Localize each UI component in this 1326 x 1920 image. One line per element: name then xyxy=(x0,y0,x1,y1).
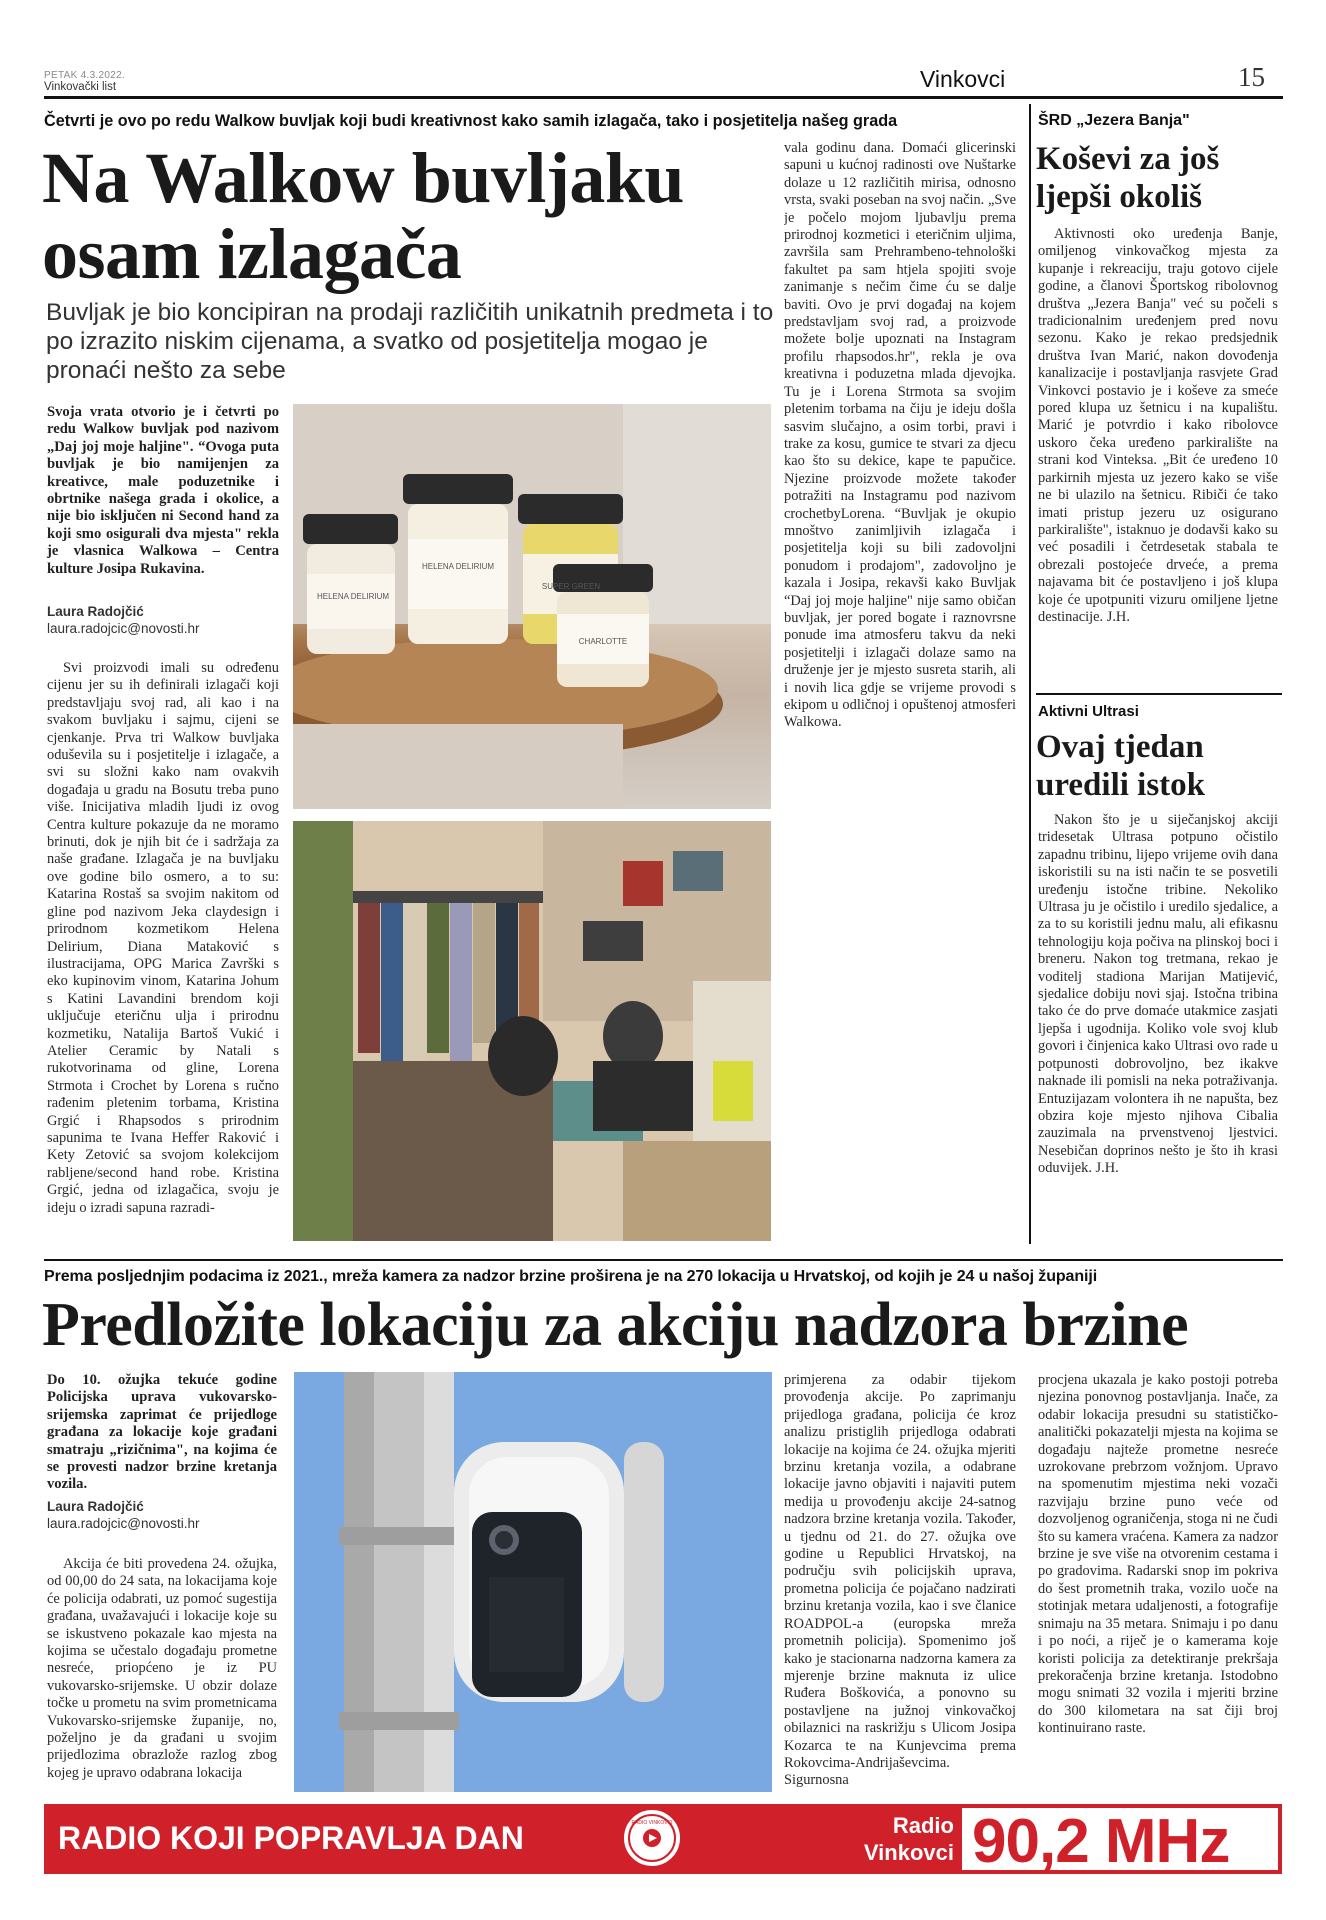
sidebar2-kicker: Aktivni Ultrasi xyxy=(1038,703,1139,720)
jar-label-3: SUPER GREEN xyxy=(541,582,601,591)
article2-body-mid: primjerena za odabir tijekom provođenja akcije. Po zaprimanju prijedloga građana, policija će kroz analizu pristiglih prijedloga odabrati lokacije na kojima će 24. ožujka mjeriti brzinu kretanja vozila, a odabrane lokacije javno objaviti i najaviti putem medija u provođenju akcije 24-satnog nadzora brzine kretanja vozila. Također, u tjednu od 21. do 27. ožujka ove godine u Republici Hrvatskoj, na području svih policijskih uprava, prometna policija će pojačano nadzirati brzinu kretanja vozila, kao i sve članice ROADPOL-a (europska mreža prometnih policija). Spomenimo još kako je stacionarna nadzorna kamera za mjerenje brzine maknuta iz ulice Ruđera Boškovića, a ponovno su postavljene na južnoj vinkovačkoj obilaznici na raskrižju s Ulicom Josipa Kozarca te na Kunjevcima prema Rokovcima-Andrijaševcima. Sigurnosna xyxy=(784,1372,1016,1789)
jar-label-1: HELENA DELIRIUM xyxy=(316,592,390,601)
radio-logo-icon xyxy=(624,1810,680,1866)
jars-illustration xyxy=(293,404,771,809)
article2-body-right: procjena ukazala je kako postoji potreba njezina ponovnog postavljanja. Inače, za odabir lokacija presudni su statističko-analitički pokazatelji mjesta na kojima se događaju najteže prometne nesreće uzrokovane prebrzom vožnjom. Upravo na spomenutim mjestima neki vozači razvijaju brzine puno veće od dozvoljenog ograničenja, stoga ni ne čudi što su kamera vraćena. Kamera za nadzor brzine je sve više na otvorenim cestama i po gradovima. Radarski snop im pokriva do šest prometnih traka, vozilo uoče na stotinjak metara udaljenosti, a fotografije snimaju na 35 metara. Snimaju i po danu i po noći, a riječ je o kamerama koje koristi policija za detektiranje prekršaja prekoračenja brzine kretanja. Istodobno mogu snimati 32 vozila i mjeriti brzine do 300 kilometara na sat čiji broj kontinuirano raste. xyxy=(1038,1372,1278,1737)
sidebar1-body-text: Aktivnosti oko uređenja Banje, omiljenog vinkovačkog mjesta za kupanje i rekreaciju, traju gotovo cijele godine, a članovi Športskog ribolovnog društva „Jezera Banja" već su počeli s tradicionalnim uređenjem pred novu sezonu. Kako je rekao predsjednik društva Ivan Marić, nakon dovođenja kanalizacije i postavljanja rasvjete Grad Vinkovci postavio je i koševe za smeće pored klupa uz šetnicu i na kupalištu. Marić je potvrdio i kako ribolovce uskoro čeka uređeno parkiralište na strani kod Vinteksa. „Bit će uređeno 10 parkirnih mjesta uz jezero kako se više ne bi ulazilo na šetnicu. Ribiči će tako imati pristup jezeru uz osigurano parkiralište", istaknuo je dodavši kako su već posadili i četrdesetak stabala te obrezali postojeće drveće, a prema najavama bit će postavljeno i još klupa koje će upotpuniti vizuru omiljene ljetne destinacije. J.H. xyxy=(1038,226,1278,625)
article2-body-left-text: Akcija će biti provedena 24. ožujka, od 00,00 do 24 sata, na lokacijama koje će policija odabrati, uz pomoć sugestija građana, uvažavajući i lokacije koje su se iskustveno pokazale kao mjesta na kojima se učestalo događaju prometne nesreće, priopćeno je iz PU vukovarsko-srijemske. U obzir dolaze točke u prometu na svim prometnicama Vukovarsko-srijemske županije, no, poželjno je da građani u svojim prijedlozima obrazlože razlog zbog kojeg je upravo odabrana lokacija xyxy=(47,1556,277,1781)
header-section: Vinkovci xyxy=(920,66,1006,92)
camera-housing xyxy=(454,1442,664,1702)
article1-author-name: Laura Radojčić xyxy=(47,604,144,619)
article1-body-left xyxy=(47,660,279,1260)
article1-title-line2: osam izlagača xyxy=(42,214,462,294)
article2-kicker: Prema posljednjim podacima iz 2021., mreža kamera za nadzor brzine proširena je na 270 lokacija u Hrvatskoj, od kojih je 24 u našoj županiji xyxy=(44,1268,1098,1285)
photo-jars xyxy=(293,404,771,809)
logo-ring-text: RADIO VINKOVCI xyxy=(631,1820,673,1826)
ad-slogan-box xyxy=(44,1804,958,1874)
jar-left xyxy=(303,514,398,654)
sidebar2-body-text: Nakon što je u siječanjskoj akciji tridesetak Ultrasa potpuno očistilo zapadnu tribinu, lijepo vrijeme ovih dana iskoristili su na isti način te se posvetili uređenju istočne tribine. Nekoliko Ultrasa ju je očistilo i uredilo sjedalice, a za to su koristili jednu malu, ali efikasnu tehnologiju koja počiva na plinskoj boci i breneru. Nakon tog tretmana, rekao je voditelj stadiona Marijan Matijević, sjedalice dobiju novi sjaj. Istočna tribina tako će do prve domaće utakmice zasjati ljepša i ugodnija. Koliko vole svoj klub govori i činjenica kako Ultrasi ovo rade u potpunosti dobrovoljno, bez ikakve naknade ili pomisli na neka potraživanja. Entuzijazam volontera ih ne napušta, bez obzira koje mjesto njihova Cibalia zauzimala na prvenstvenoj ljestvici. Nesebičan doprinos nešto je što ih krasi oduvijek. J.H. xyxy=(1038,812,1278,1177)
jar-label-4: CHARLOTTE xyxy=(578,637,628,646)
sidebar2-body xyxy=(1038,812,1278,1248)
sidebar-separator xyxy=(1036,693,1282,695)
header-date: PETAK 4.3.2022. xyxy=(44,70,126,81)
article2-author-name: Laura Radojčić xyxy=(47,1499,144,1514)
flea-market-illustration xyxy=(293,821,771,1241)
sidebar-divider xyxy=(1029,104,1031,1244)
article2-byline xyxy=(47,1498,277,1532)
ad-brand xyxy=(824,1812,954,1866)
pole xyxy=(339,1372,459,1792)
sidebar2-title: Ovaj tjedan uredili istok xyxy=(1036,729,1206,803)
photo-speed-camera xyxy=(294,1372,772,1792)
speed-camera-illustration xyxy=(294,1372,772,1792)
page-number: 15 xyxy=(1238,62,1265,92)
ad-brand-line1: Radio xyxy=(892,1813,954,1838)
article1-body-left-text: Svi proizvodi imali su određenu cijenu jer su ih definirali izlagači koji predstavljaju svoj rad, ali kao i na svakom buvljaku i sajmu, cijeni se cjenkanje. Prva tri Walkow buvljaka oduševila su i posjetitelje i izlagače, a svi su složni kako nam ovakvih događaja u gradu na Bosutu treba puno više. Inicijativa mladih ljudi iz ovog Centra kulture pokazuje da ne moramo brinuti, dok je njih bit će i sadržaja za naše građane. Izlagača je na buvljaku ove godine bilo osmero, a to su: Katarina Rostaš sa svojim nakitom od gline pod nazivom Jeka claydesign i prirodnom kozmetikom Helena Delirium, Diana Mataković s ilustracijama, OPG Marica Završki s eko kupinovim vinom, Katarina Johum s Katini Lavandini brendom koji uključuje eteričnu ulja i prirodnu kozmetiku, Natalija Bartoš Vukić i Atelier Ceramic by Natali s rukotvorinama od gline, Lorena Strmota i Crochet by Lorena s ručno rađenim pletenim torbama, Kristina Grgić i Rhapsodos s prirodnim sapunima te Ivana Heffer Raković i Kety Zetović sa svojom kolekcijom rabljene/second hand robe. Kristina Grgić, jedna od izlagačica, svoju je ideju o izradi sapuna razradi- xyxy=(47,660,279,1216)
article1-title-line1: Na Walkow buvljaku xyxy=(42,138,684,218)
ad-frequency-box xyxy=(958,1804,1282,1874)
radio-ad-banner[interactable] xyxy=(44,1800,1282,1880)
article1-author-email[interactable]: laura.radojcic@novosti.hr xyxy=(47,621,200,636)
article1-subtitle: Buvljak je bio koncipiran na prodaji različitih unikatnih predmeta i to po izrazito niskim cijenama, a svatko od posjetitelja mogao je pronaći nešto za sebe xyxy=(46,299,774,384)
article1-body-right: vala godinu dana. Domaći glicerinski sapuni u kućnoj radinosti ove Nuštarke dolaze u 12 različitih mirisa, odnosno vrsta, svaki poseban na svoj način. „Sve je počelo mojom ljubavlju prema prirodnoj kozmetici i eteričnim uljima, završila sam Prehrambeno-tehnološki fakultet pa sam htjela spojiti svoje zanimanje s nečim čime ću se dalje baviti. Ovo je prvi događaj na kojem predstavljam svoj rad, a proizvode možete bolje upoznati na Instagram profilu rhapsodos.hr", rekla je ova kreativna i poduzetna mlada djevojka. Tu je i Lorena Strmota sa svojim pletenim torbama na čiju je ideju došla sasvim slučajno, a osim torbi, pravi i trake za kosu, gumice te stvari za djecu kao što su dekice, kape te papučice. Njezine proizvode možete također potražiti na Instagramu pod nazivom crochetbyLorena. “Buvljak je okupio mnoštvo zanimljivih izlagača i posjetitelja koji su bili zadovoljni ponudom i prodajom", zadovoljno je kazala i Josipa, rekavši kako Buvljak “Daj joj moje haljine" nije samo običan buvljak, jer pored bogate i raznovrsne ponude ima atmosferu takvu da neki posjetitelji i izlagači dolaze samo na druženje jer je mjesto susreta starih, ali i novih lica gdje se vrijeme provodi s ekipom u odličnoj i opuštenoj atmosferi Walkowa. xyxy=(784,140,1016,731)
radio-logo-svg xyxy=(627,1813,677,1863)
article2-author-email[interactable]: laura.radojcic@novosti.hr xyxy=(47,1516,200,1531)
jar-center xyxy=(403,474,513,644)
sidebar1-title: Koševi za još ljepši okoliš xyxy=(1036,141,1220,215)
article2-top-rule xyxy=(44,1259,1283,1261)
ad-brand-line2: Vinkovci xyxy=(863,1840,954,1865)
article2-lead: Do 10. ožujka tekuće godine Policijska uprava vukovarsko-srijemska zaprimat će prijedloge građana za lokacije koje građani smatraju „rizičnima", na kojima će se provesti nadzor brzine kretanja vozila. xyxy=(47,1372,277,1493)
article1-kicker: Četvrti je ovo po redu Walkow buvljak koji budi kreativnost kako samih izlagača, tako i posjetitelja našeg grada xyxy=(44,112,898,130)
sidebar1-body xyxy=(1038,226,1278,686)
article2-body-left xyxy=(47,1556,277,1791)
sidebar1-kicker: ŠRD „Jezera Banja" xyxy=(1038,112,1190,129)
ad-slogan: RADIO KOJI POPRAVLJA DAN xyxy=(58,1820,524,1856)
header-rule xyxy=(44,96,1283,99)
article1-title xyxy=(42,140,802,292)
photo-flea-market xyxy=(293,821,771,1241)
ad-frequency: 90,2 MHz xyxy=(972,1807,1230,1876)
article1-byline xyxy=(47,603,279,637)
article1-lead: Svoja vrata otvorio je i četvrti po redu Walkow buvljak pod nazivom „Daj joj moje haljine". “Ovoga puta buvljak je bio namijenjen za kreativce, male poduzetnike i obrtnike našega grada i okolice, a nije bio isključen ni Second hand za koji smo osigurali dva mjesta" rekla je vlasnica Walkowa – Centra kulture Josipa Rukavina. xyxy=(47,404,279,577)
article2-title: Predložite lokaciju za akciju nadzora brzine xyxy=(42,1291,1189,1359)
jar-label-2: HELENA DELIRIUM xyxy=(421,562,495,571)
header-paper-name: Vinkovački list xyxy=(44,81,117,93)
